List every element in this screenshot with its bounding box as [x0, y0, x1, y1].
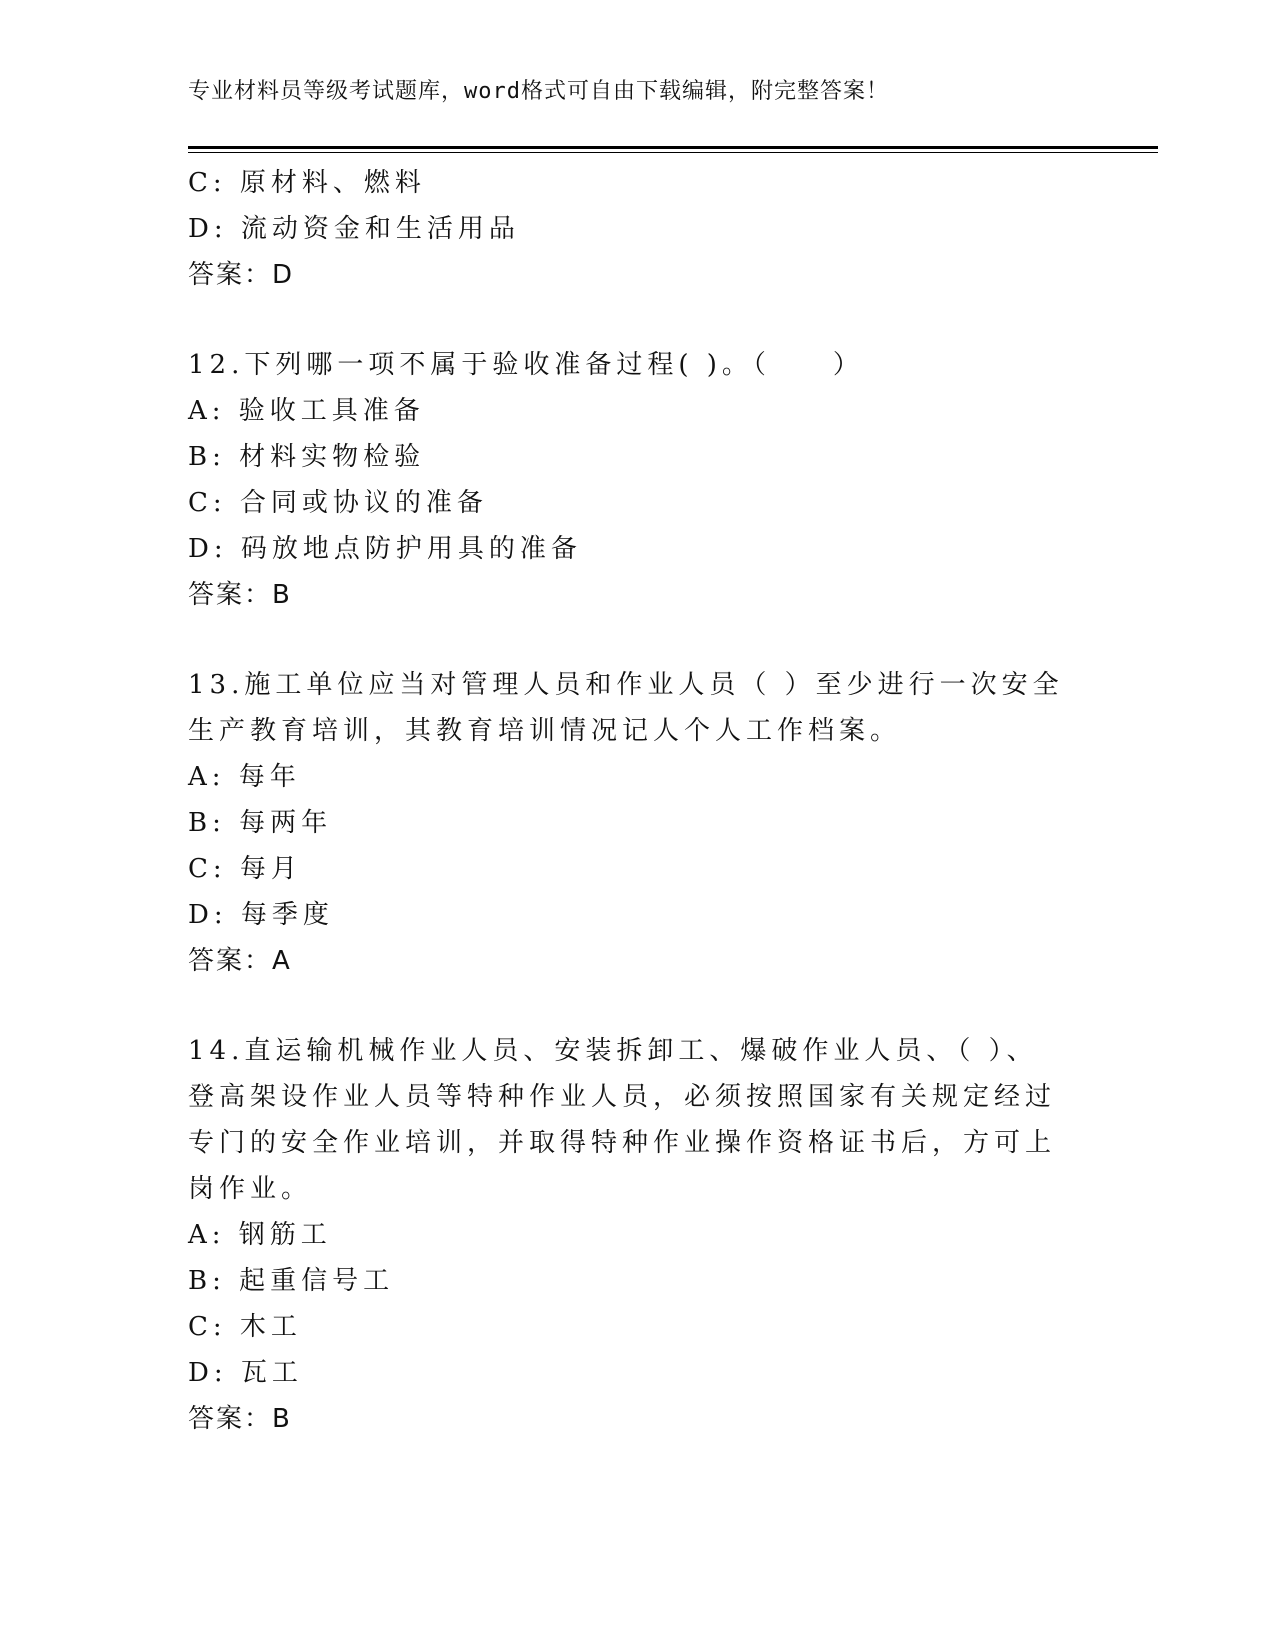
option-a: A: 每年 — [188, 762, 301, 792]
option-d: D: 瓦工 — [188, 1358, 303, 1388]
document-body — [188, 160, 1068, 1442]
question-block-13 — [188, 662, 1068, 984]
option-b: B: 材料实物检验 — [188, 442, 426, 472]
header-divider-thin — [188, 152, 1158, 153]
option-d: D: 每季度 — [188, 900, 334, 930]
question-block-12 — [188, 342, 1068, 618]
answer-line: 答案：B — [188, 1404, 292, 1434]
option-c: C: 木工 — [188, 1312, 302, 1342]
option-b: B: 起重信号工 — [188, 1266, 395, 1296]
option-c: C: 每月 — [188, 854, 302, 884]
answer-line: 答案：B — [188, 580, 292, 610]
option-b: B: 每两年 — [188, 808, 333, 838]
option-a: A: 验收工具准备 — [188, 396, 425, 426]
question-block-14 — [188, 1028, 1068, 1442]
option-d: D: 码放地点防护用具的准备 — [188, 534, 582, 564]
answer-line: 答案：A — [188, 946, 292, 976]
option-a: A: 钢筋工 — [188, 1220, 332, 1250]
answer-line: 答案：D — [188, 260, 295, 290]
page-header-title: 专业材料员等级考试题库，word格式可自由下载编辑，附完整答案！ — [188, 79, 889, 104]
option-c: C: 原材料、燃料 — [188, 168, 426, 198]
question-text: 13.施工单位应当对管理人员和作业人员（ ）至少进行一次安全生产教育培训，其教育培训情况记人个人工作档案。 — [188, 670, 1064, 746]
option-c: C: 合同或协议的准备 — [188, 488, 488, 518]
option-d: D: 流动资金和生活用品 — [188, 214, 520, 244]
header-divider-thick — [188, 146, 1158, 149]
carryover-block — [188, 160, 1068, 298]
question-text: 12.下列哪一项不属于验收准备过程( )。（ ） — [188, 350, 864, 380]
question-text: 14.直运输机械作业人员、安装拆卸工、爆破作业人员、（ ）、登高架设作业人员等特种作业人员，必须按照国家有关规定经过专门的安全作业培训，并取得特种作业操作资格证书后，方可上岗作业。 — [188, 1036, 1057, 1204]
